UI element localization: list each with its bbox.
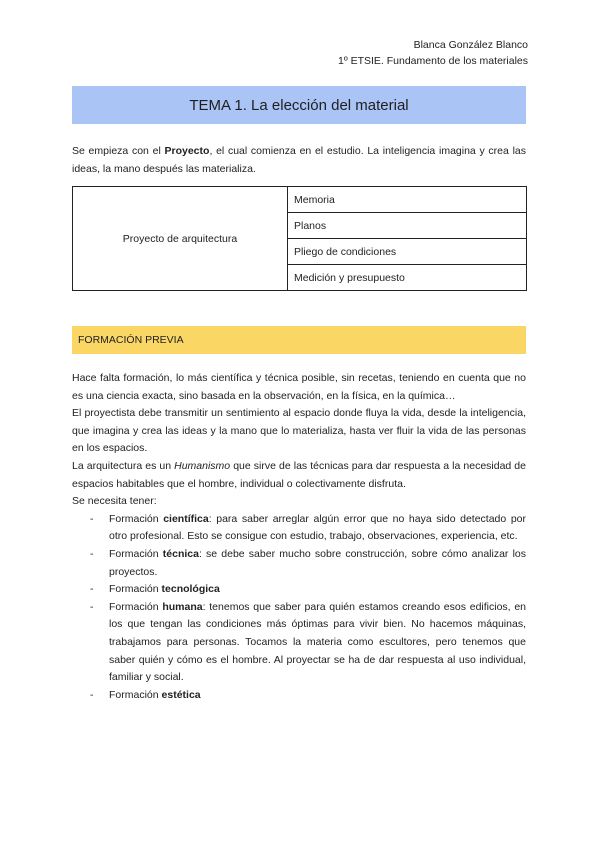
p3-pre: La arquitectura es un (72, 459, 175, 472)
dash-bullet: - (90, 547, 94, 560)
item-bold: tecnológica (161, 583, 220, 596)
item-bold: técnica (162, 547, 199, 560)
body-paragraph: Se necesita tener: (72, 495, 157, 508)
body-paragraph (72, 458, 526, 493)
dash-bullet: - (90, 512, 94, 525)
item-post: : se debe saber mucho sobre construcción, sobre cómo analizar los proyectos. (109, 547, 526, 578)
list-item (72, 546, 526, 581)
page-title: TEMA 1. La elección del material (72, 86, 526, 124)
list-item (72, 687, 526, 705)
item-pre: Formación (109, 688, 162, 701)
dash-bullet: - (90, 688, 94, 701)
item-pre: Formación (109, 583, 162, 596)
table-item: Medición y presupuesto (288, 265, 527, 291)
item-post: : para saber arreglar algún error que no haya sido detectado por otro profesional. Esto se consigue con estudio, trabajo, observaciones, experiencia, etc. (109, 512, 527, 543)
item-pre: Formación (109, 600, 163, 613)
item-bold: humana (162, 600, 203, 613)
table-row (73, 187, 527, 213)
list-item (72, 599, 526, 687)
list-item (72, 581, 526, 599)
list-item (72, 511, 526, 546)
table-item: Pliego de condiciones (288, 239, 527, 265)
item-pre: Formación (109, 512, 164, 525)
table-item: Planos (288, 213, 527, 239)
item-bold: estética (161, 688, 201, 701)
body-paragraph: Hace falta formación, lo más científica y técnica posible, sin recetas, teniendo en cuenta que no es una ciencia exacta, sino basada en la observación, en la física, en la química… (72, 372, 526, 402)
intro-post: , el cual comienza en el estudio. La inteligencia imagina y crea las ideas, la mano después las materializa. (72, 145, 526, 175)
item-pre: Formación (109, 547, 163, 560)
item-bold: científica (163, 512, 209, 525)
dash-bullet: - (90, 583, 94, 596)
intro-pre: Se empieza con el (72, 145, 165, 157)
table-item: Memoria (288, 187, 527, 213)
table-left-label: Proyecto de arquitectura (73, 187, 288, 291)
body-paragraph: El proyectista debe transmitir un sentimiento al espacio donde fluya la vida, desde la inteligencia, que imagina y crea las ideas y la mano que lo materializa, hasta ver fluir la vida de las personas en los espacios. (72, 407, 526, 455)
header-course: 1º ETSIE. Fundamento de los materiales (337, 55, 528, 67)
page-header (338, 37, 528, 69)
intro-bold: Proyecto (164, 145, 210, 157)
dash-bullet: - (90, 600, 94, 613)
header-author: Blanca González Blanco (413, 39, 528, 51)
item-post: : tenemos que saber para quién estamos creando esos edificios, en los que tengan las condiciones más óptimas para vivir bien. No hacemos máquinas, trabajamos para personas. Tocamos la materia como escultores, pero tenemos que saber quién y cómo es el hombre. Al proyectar se ha de dar respuesta al uso individual, familiar y social. (109, 600, 526, 684)
project-table (72, 186, 527, 291)
body-text (72, 370, 526, 704)
p3-italic: Humanismo (174, 459, 231, 472)
needs-list (72, 511, 526, 705)
section-heading: FORMACIÓN PREVIA (72, 326, 526, 354)
p3-post: que sirve de las técnicas para dar respuesta a la necesidad de espacios habitables que el hombre, individual o colectivamente disfruta. (72, 459, 526, 490)
intro-paragraph (72, 142, 526, 178)
